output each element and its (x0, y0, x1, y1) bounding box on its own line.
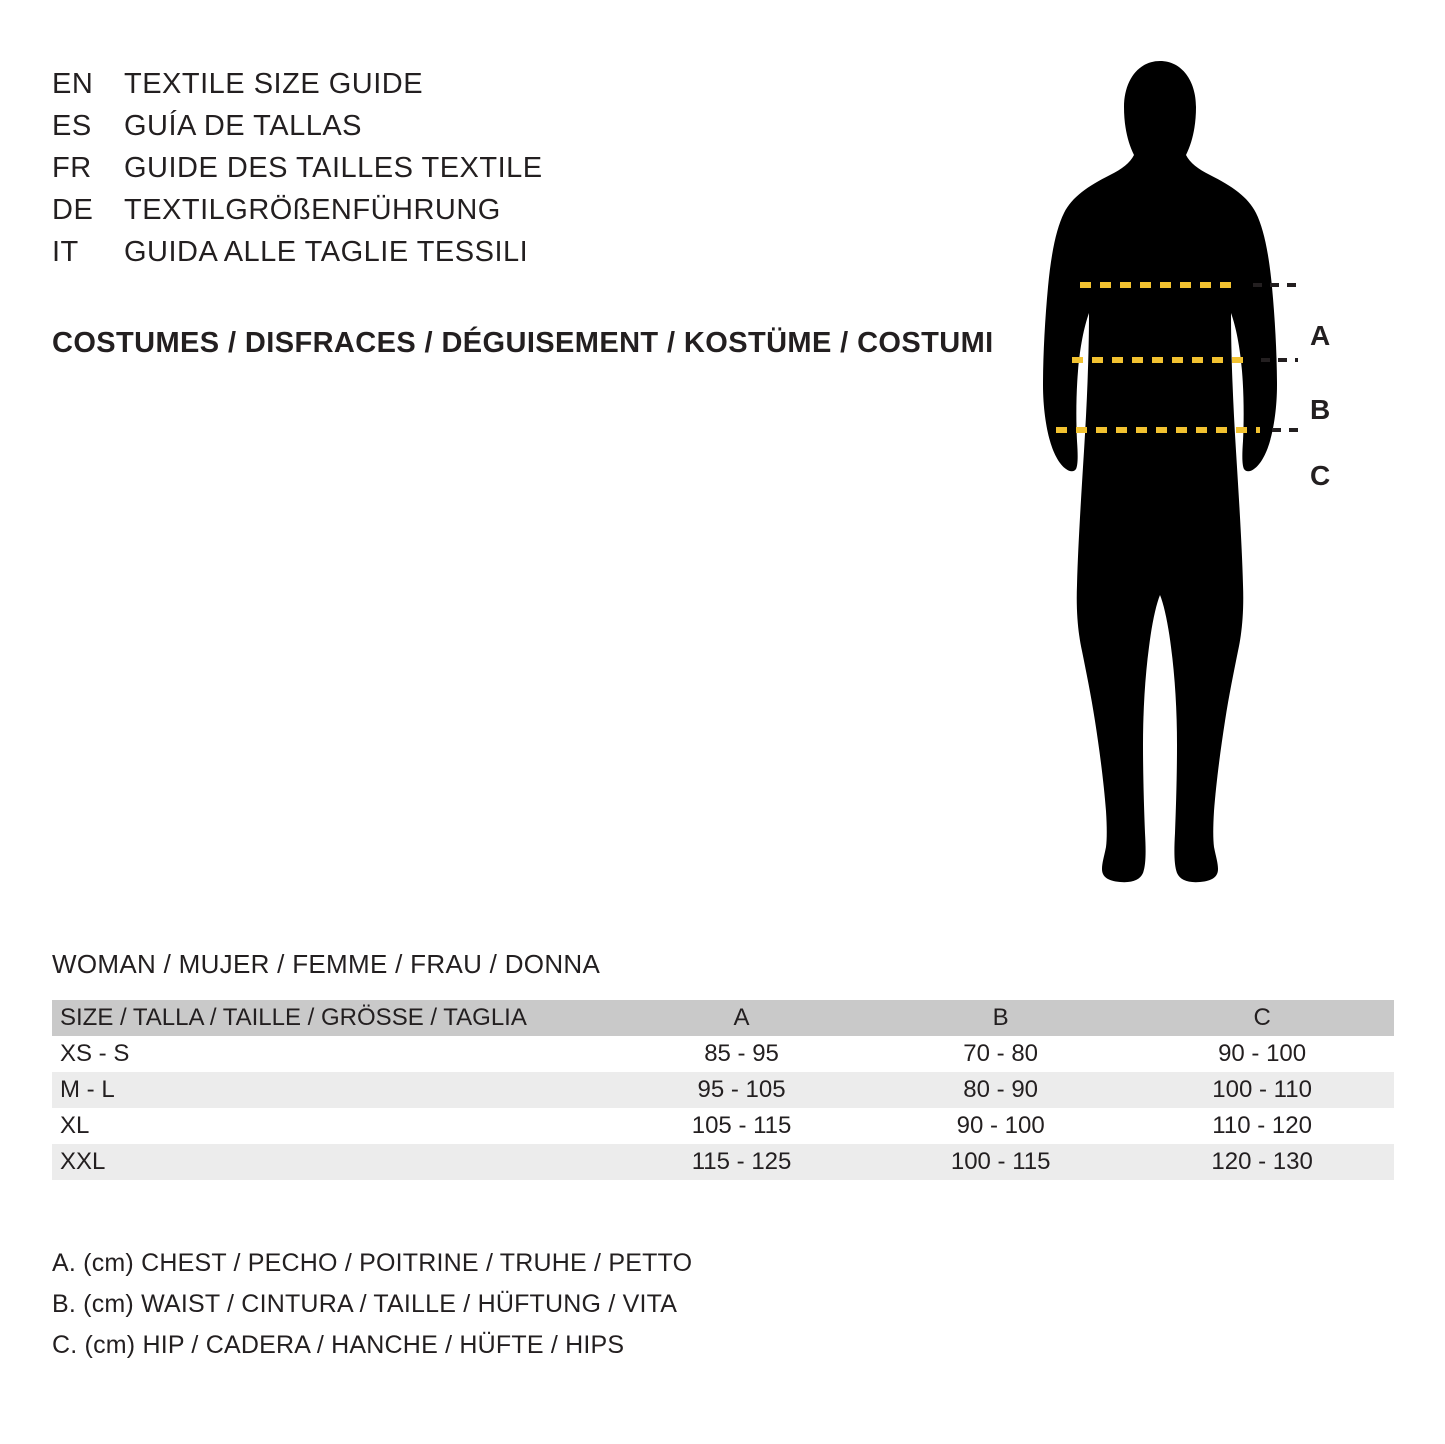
footnote-b: B. (cm) WAIST / CINTURA / TAILLE / HÜFTUNG / VITA (52, 1290, 678, 1318)
header-b: B (992, 1004, 1009, 1031)
table-row (52, 1108, 1394, 1144)
language-row-de (52, 194, 1012, 236)
language-code-en: EN (52, 68, 94, 100)
cell-b: 80 - 90 (963, 1076, 1039, 1103)
header-size: SIZE / TALLA / TAILLE / GRÖSSE / TAGLIA (60, 1004, 527, 1031)
language-code-es: ES (52, 110, 92, 142)
marker-label-b: B (1310, 394, 1331, 425)
size-table (52, 1000, 1394, 1180)
cell-b: 100 - 115 (950, 1148, 1051, 1175)
cell-a: 85 - 95 (704, 1040, 779, 1067)
table-row (52, 1072, 1394, 1108)
language-row-fr (52, 152, 1012, 194)
language-list (52, 68, 1012, 278)
cell-c: 90 - 100 (1218, 1040, 1307, 1067)
cell-b: 90 - 100 (956, 1112, 1045, 1139)
language-code-de: DE (52, 194, 94, 226)
cell-a: 105 - 115 (691, 1112, 792, 1139)
cell-b: 70 - 80 (963, 1040, 1039, 1067)
cell-c: 110 - 120 (1212, 1112, 1312, 1139)
language-text-en: TEXTILE SIZE GUIDE (124, 68, 424, 100)
cell-size: XS - S (60, 1040, 130, 1067)
marker-label-c: C (1310, 460, 1331, 491)
cell-size: XL (60, 1112, 90, 1139)
footnote-a: A. (cm) CHEST / PECHO / POITRINE / TRUHE / PETTO (52, 1249, 693, 1277)
language-row-it (52, 236, 1012, 278)
language-row-en (52, 68, 1012, 110)
language-code-fr: FR (52, 152, 92, 184)
table-group-title: WOMAN / MUJER / FEMME / FRAU / DONNA (52, 949, 601, 979)
table-row (52, 1036, 1394, 1072)
footnote-c: C. (cm) HIP / CADERA / HANCHE / HÜFTE / HIPS (52, 1331, 625, 1359)
language-text-de: TEXTILGRÖßENFÜHRUNG (124, 194, 501, 226)
table-header-row (52, 1000, 1394, 1036)
language-row-es (52, 110, 1012, 152)
language-code-it: IT (52, 236, 79, 268)
marker-label-a: A (1310, 320, 1331, 351)
cell-size: M - L (60, 1076, 115, 1103)
language-text-es: GUÍA DE TALLAS (124, 110, 363, 142)
cell-c: 100 - 110 (1212, 1076, 1312, 1103)
cell-size: XXL (60, 1148, 106, 1175)
cell-a: 95 - 105 (697, 1076, 786, 1103)
header-c: C (1253, 1004, 1271, 1031)
cell-c: 120 - 130 (1211, 1148, 1313, 1175)
figure-area (1010, 55, 1390, 905)
woman-silhouette-icon (1010, 55, 1390, 905)
language-text-it: GUIDA ALLE TAGLIE TESSILI (124, 236, 529, 268)
language-text-fr: GUIDE DES TAILLES TEXTILE (124, 152, 543, 184)
footnotes (52, 1243, 692, 1366)
cell-a: 115 - 125 (691, 1148, 792, 1175)
table-row (52, 1144, 1394, 1180)
category-line: COSTUMES / DISFRACES / DÉGUISEMENT / KOSTÜME / COSTUMI (52, 327, 994, 359)
header-a: A (733, 1004, 750, 1031)
